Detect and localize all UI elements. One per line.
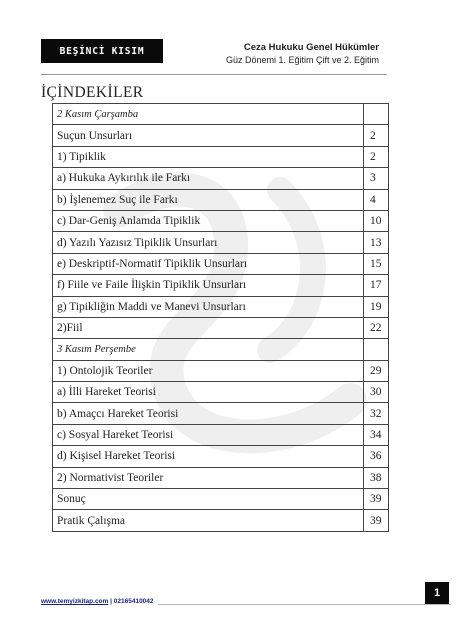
toc-entry-title: 2)Fiil [53, 317, 364, 338]
toc-row[interactable] [53, 146, 389, 167]
toc-row[interactable] [53, 424, 389, 445]
toc-page-number: 39 [364, 510, 389, 531]
toc-entry-title: c) Sosyal Hareket Teorisi [53, 424, 364, 445]
header-divider [41, 74, 387, 75]
toc-entry-title: 1) Ontolojik Teoriler [53, 360, 364, 381]
toc-page-number: 39 [364, 489, 389, 510]
toc-page-number: 32 [364, 403, 389, 424]
toc-page-number: 10 [364, 210, 389, 231]
toc-page-number: 13 [364, 232, 389, 253]
toc-row[interactable] [53, 253, 389, 274]
toc-page-number: 3 [364, 168, 389, 189]
toc-entry-title: Sonuç [53, 489, 364, 510]
toc-entry-title: b) Amaçcı Hareket Teorisi [53, 403, 364, 424]
toc-section-title: 3 Kasım Perşembe [53, 339, 364, 360]
toc-row[interactable] [53, 275, 389, 296]
toc-entry-title: Suçun Unsurları [53, 125, 364, 146]
toc-row[interactable] [53, 467, 389, 488]
toc-row[interactable] [53, 125, 389, 146]
footer [41, 598, 158, 605]
toc-entry-title: g) Tipikliğin Maddi ve Manevi Unsurları [53, 296, 364, 317]
toc-entry-title: b) İşlenemez Suç ile Farkı [53, 189, 364, 210]
toc-page-number: 17 [364, 275, 389, 296]
toc-page-number: 22 [364, 317, 389, 338]
toc-row[interactable] [53, 403, 389, 424]
course-title: Ceza Hukuku Genel Hükümler [243, 42, 379, 53]
toc-row[interactable] [53, 317, 389, 338]
toc-row[interactable] [53, 168, 389, 189]
toc-page-number: 4 [364, 189, 389, 210]
toc-table [52, 103, 389, 532]
toc-page-number: 36 [364, 446, 389, 467]
toc-entry-title: 2) Normativist Teoriler [53, 467, 364, 488]
toc-entry-title: 1) Tipiklik [53, 146, 364, 167]
toc-section-row [53, 339, 389, 360]
toc-entry-title: Pratik Çalışma [53, 510, 364, 531]
toc-entry-title: a) İlli Hareket Teorisi [53, 382, 364, 403]
toc-row[interactable] [53, 510, 389, 531]
toc-heading: İÇİNDEKİLER [41, 84, 144, 101]
toc-row[interactable] [53, 210, 389, 231]
toc-page-number: 29 [364, 360, 389, 381]
toc-page-number: 2 [364, 125, 389, 146]
toc-page-number [364, 104, 389, 125]
toc-page-number: 19 [364, 296, 389, 317]
toc-entry-title: e) Deskriptif-Normatif Tipiklik Unsurları [53, 253, 364, 274]
toc-page-number: 30 [364, 382, 389, 403]
toc-row[interactable] [53, 446, 389, 467]
toc-entry-title: d) Kişisel Hareket Teorisi [53, 446, 364, 467]
course-header [226, 42, 379, 66]
toc-entry-title: a) Hukuka Aykırılık ile Farkı [53, 168, 364, 189]
footer-website-link[interactable]: www.temyizkitap.com [41, 598, 109, 605]
toc-page-number: 15 [364, 253, 389, 274]
toc-page-number [364, 339, 389, 360]
toc-entry-title: c) Dar-Geniş Anlamda Tipiklik [53, 210, 364, 231]
footer-phone: 02165410042 [113, 598, 154, 605]
toc-entry-title: d) Yazılı Yazısız Tipiklik Unsurları [53, 232, 364, 253]
toc-row[interactable] [53, 382, 389, 403]
toc-row[interactable] [53, 296, 389, 317]
toc-body [53, 104, 389, 532]
toc-row[interactable] [53, 189, 389, 210]
toc-page-number: 34 [364, 424, 389, 445]
toc-section-row [53, 104, 389, 125]
page-number-badge: 1 [425, 582, 449, 604]
toc-row[interactable] [53, 232, 389, 253]
toc-entry-title: f) Fiile ve Faile İlişkin Tipiklik Unsurları [53, 275, 364, 296]
course-subtitle: Güz Dönemi 1. Eğitim Çift ve 2. Eğitim [225, 55, 379, 65]
toc-page-number: 38 [364, 467, 389, 488]
toc-row[interactable] [53, 489, 389, 510]
footer-separator: | [110, 598, 112, 605]
toc-page-number: 2 [364, 146, 389, 167]
toc-row[interactable] [53, 360, 389, 381]
toc-section-title: 2 Kasım Çarşamba [53, 104, 364, 125]
section-badge: BEŞİNCİ KISIM [41, 39, 163, 63]
